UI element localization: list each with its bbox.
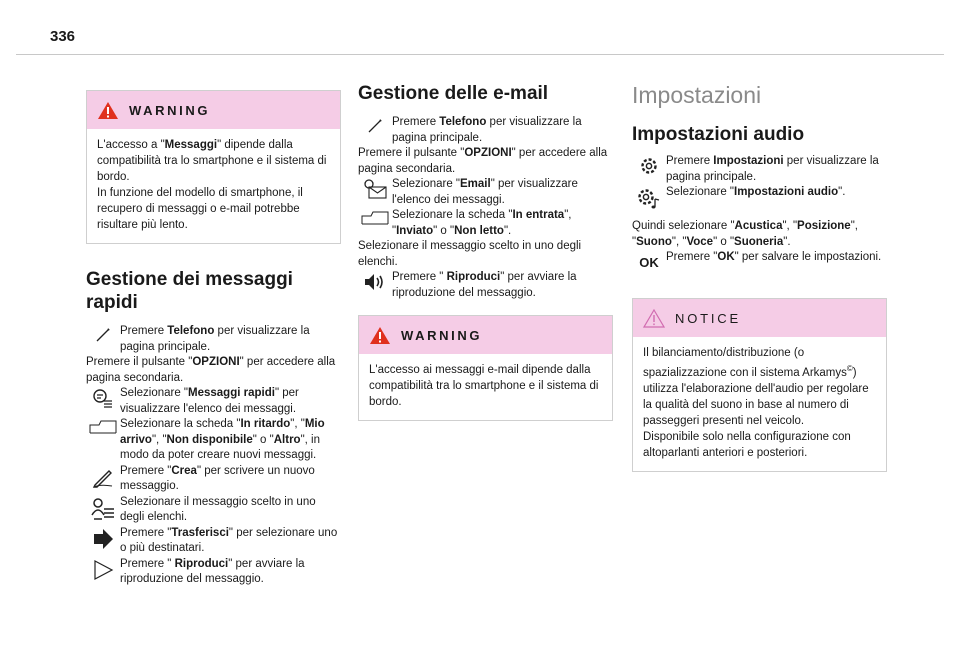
- section-title-audio: Impostazioni audio: [632, 124, 805, 145]
- warning-header: [87, 91, 340, 129]
- warning-paragraph: L'accesso ai messaggi e-mail dipende dalla compatibilità tra lo smartphone e il sistema di bordo.: [369, 364, 599, 408]
- chapter-title: Impostazioni: [632, 82, 762, 108]
- step-play: Premere " Riproduci" per avviare la riproduzione del messaggio.: [86, 557, 341, 588]
- tab-icon: [358, 208, 392, 238]
- gear-icon: [632, 154, 666, 184]
- tab-icon: [86, 417, 120, 447]
- step-select-tab: Selezionare la scheda "In ritardo", "Mio arrivo", "Non disponibile" o "Altro", in modo da poter creare nuovi messaggi.: [86, 417, 341, 464]
- step-open-settings: Premere Impostazioni per visualizzare la pagina principale.: [632, 154, 887, 185]
- step-select-message: Selezionare il messaggio scelto in uno degli elenchi.: [358, 240, 582, 268]
- warning-title: WARNING: [129, 102, 211, 118]
- speaker-icon: [358, 270, 392, 300]
- notice-paragraph: Il bilanciamento/distribuzione (o spazializzazione con il sistema Arkamys©) utilizza l'elaborazione dell'audio per regolare la qualità del suono in base al numero di passeggeri presenti nel veicolo.: [643, 347, 869, 427]
- column-settings: [632, 80, 887, 472]
- pen-icon: [86, 324, 120, 354]
- warning-box: [358, 315, 613, 421]
- play-icon: [86, 557, 120, 587]
- warning-header: [359, 316, 612, 354]
- ok-icon: OK: [639, 255, 659, 270]
- top-divider: [16, 54, 944, 55]
- contact-list-icon: [86, 495, 120, 525]
- step-quick-messages: Selezionare "Messaggi rapidi" per visualizzare l'elenco dei messaggi.: [86, 386, 341, 417]
- warning-paragraph: L'accesso a "Messaggi" dipende dalla compatibilità tra lo smartphone e il sistema di bordo.: [97, 139, 327, 183]
- step-forward: Premere "Trasferisci" per selezionare uno o più destinatari.: [86, 526, 341, 557]
- warning-paragraph: In funzione del modello di smartphone, il recupero di messaggi o e-mail potrebbe risultare più lento.: [97, 187, 303, 231]
- create-pen-icon: [86, 464, 120, 494]
- step-select-tab: Selezionare la scheda "In entrata", "Inviato" o "Non letto".: [358, 208, 613, 239]
- column-quick-messages: [86, 80, 341, 588]
- step-options: Premere il pulsante "OPZIONI" per accedere alla pagina secondaria.: [358, 147, 608, 175]
- warning-box: [86, 90, 341, 244]
- notice-triangle-icon: [643, 309, 665, 328]
- warning-text: [359, 354, 612, 420]
- pen-icon: [358, 115, 392, 145]
- step-play: Premere " Riproduci" per avviare la riproduzione del messaggio.: [358, 270, 613, 301]
- step-email: Selezionare "Email" per visualizzare l'elenco dei messaggi.: [358, 177, 613, 208]
- notice-title: NOTICE: [675, 310, 741, 326]
- step-audio-settings: Selezionare "Impostazioni audio".: [632, 185, 887, 215]
- forward-arrow-icon: [86, 526, 120, 556]
- step-select-option: Quindi selezionare "Acustica", "Posizione", "Suono", "Voce" o "Suoneria".: [632, 220, 858, 248]
- audio-settings-icon: [632, 185, 666, 215]
- step-options: Premere il pulsante "OPZIONI" per accedere alla pagina secondaria.: [86, 356, 336, 384]
- warning-triangle-icon: [369, 326, 391, 345]
- quick-message-icon: [86, 386, 120, 416]
- email-icon: [358, 177, 392, 207]
- section-title-quick-messages: Gestione dei messaggi rapidi: [86, 269, 293, 313]
- section-title-email: Gestione delle e-mail: [358, 83, 549, 104]
- notice-box: [632, 298, 887, 472]
- warning-title: WARNING: [401, 327, 483, 343]
- step-open-phone: Premere Telefono per visualizzare la pagina principale.: [86, 324, 341, 355]
- step-open-phone: Premere Telefono per visualizzare la pagina principale.: [358, 115, 613, 146]
- column-email: [358, 80, 613, 421]
- notice-text: [633, 337, 886, 471]
- page-number: 336: [50, 28, 76, 45]
- notice-header: [633, 299, 886, 337]
- step-ok: OK Premere "OK" per salvare le impostazioni.: [632, 250, 887, 280]
- step-select-message: Selezionare il messaggio scelto in uno degli elenchi.: [86, 495, 341, 526]
- step-create: Premere "Crea" per scrivere un nuovo messaggio.: [86, 464, 341, 495]
- notice-paragraph: Disponibile solo nella configurazione con altoparlanti anteriori e posteriori.: [643, 430, 851, 459]
- warning-triangle-icon: [97, 101, 119, 120]
- warning-text: [87, 129, 340, 243]
